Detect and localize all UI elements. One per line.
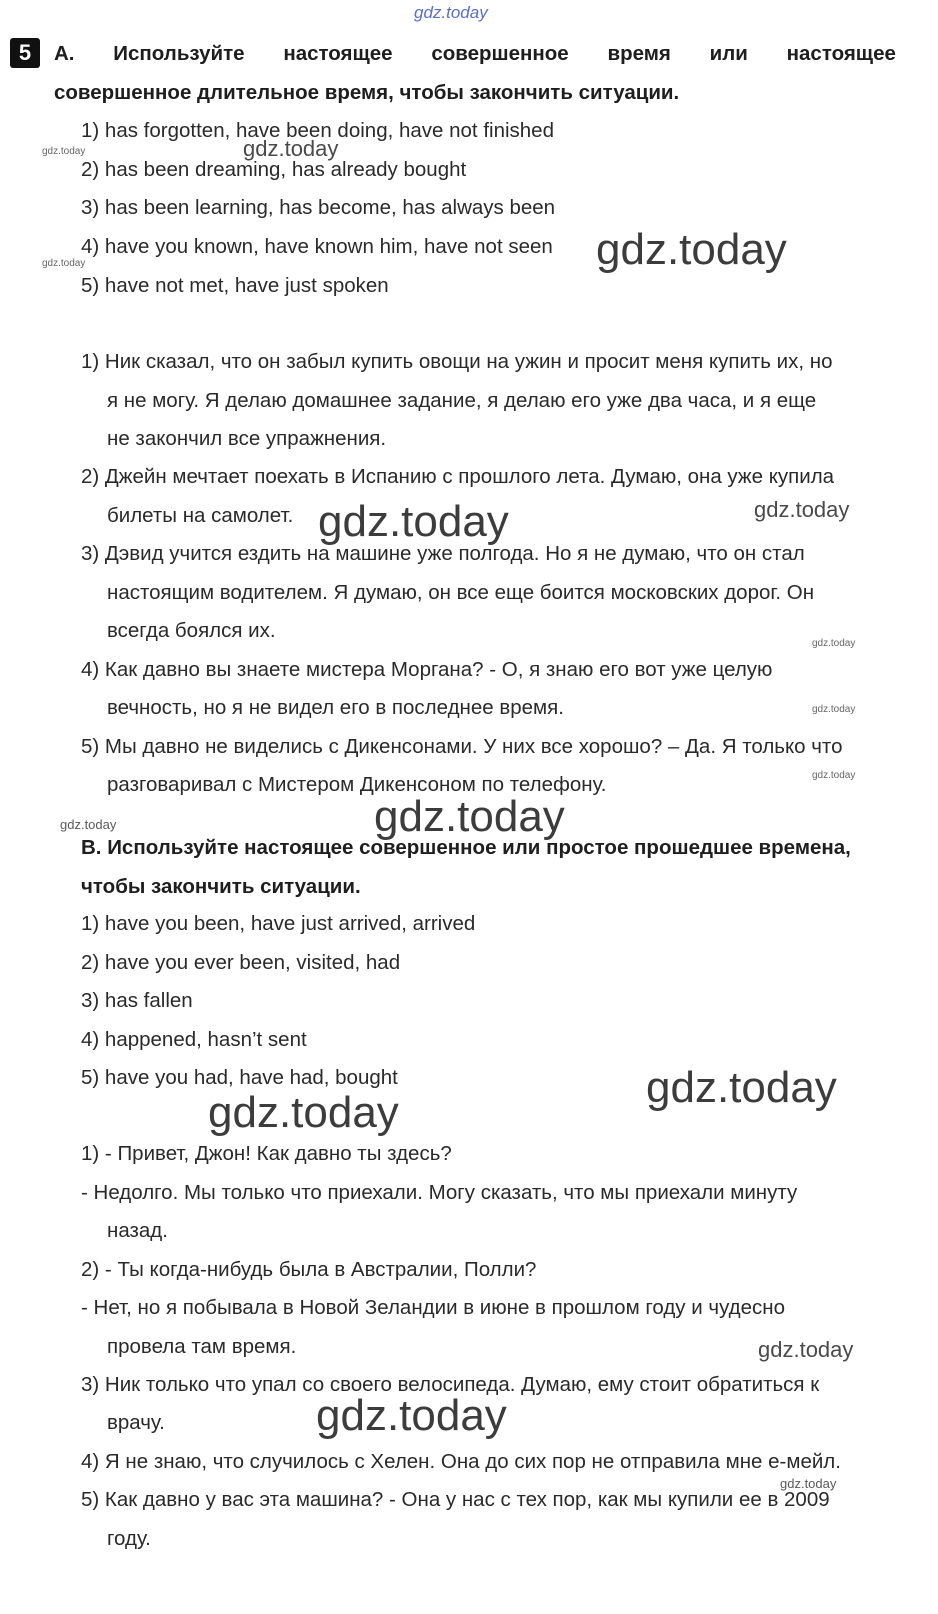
section-a-translation-line: билеты на самолет. [107,504,294,527]
section-b-translation-line: врачу. [107,1411,165,1434]
section-b-translation-line: 1) - Привет, Джон! Как давно ты здесь? [81,1142,452,1165]
section-a-translation-line: всегда боялся их. [107,619,276,642]
watermark: gdz.today [318,497,509,546]
watermark: gdz.today [812,704,856,715]
section-a-answer-4: 4) have you known, have known him, have not seen [81,235,553,258]
section-a-translation-line: настоящим водителем. Я думаю, он все еще боится московских дорог. Он [107,581,815,604]
watermark: gdz.today [780,1476,837,1491]
watermark: gdz.today [60,817,117,832]
section-b-answer-4: 4) happened, hasn’t sent [81,1028,307,1051]
watermark: gdz.today [42,146,86,157]
section-a-instruction-line2: совершенное длительное время, чтобы закончить ситуации. [54,81,680,104]
watermark: gdz.today [208,1088,399,1137]
section-a-translation-line: 3) Дэвид учится ездить на машине уже полгода. Но я не думаю, что он стал [81,542,805,565]
watermark: gdz.today [758,1337,854,1362]
watermark: gdz.today [812,770,856,781]
section-a-translation-line: 5) Мы давно не виделись с Дикенсонами. У них все хорошо? – Да. Я только что [81,735,843,758]
section-a-label: A. [54,42,75,65]
section-b-instruction-line2: чтобы закончить ситуации. [81,875,361,898]
watermark: gdz.today [243,136,339,161]
section-a-answer-3: 3) has been learning, has become, has always been [81,196,556,219]
section-b-translation-line: 2) - Ты когда-нибудь была в Австралии, Полли? [81,1258,537,1281]
section-a-translation-line: не закончил все упражнения. [107,427,387,450]
watermark: gdz.today [374,792,565,841]
section-a-translation-line: 1) Ник сказал, что он забыл купить овощи на ужин и просит меня купить их, но [81,350,833,373]
watermark-top: gdz.today [414,3,488,22]
section-b-translation-line: 5) Как давно у вас эта машина? - Она у нас с тех пор, как мы купили ее в 2009 [81,1488,830,1511]
section-b-answer-2: 2) have you ever been, visited, had [81,951,401,974]
watermark: gdz.today [646,1063,837,1112]
watermark: gdz.today [316,1391,507,1440]
section-b-answer-3: 3) has fallen [81,989,193,1012]
section-a-answer-1: 1) has forgotten, have been doing, have not finished [81,119,554,142]
watermark: gdz.today [812,638,856,649]
section-a-translation-line: 2) Джейн мечтает поехать в Испанию с прошлого лета. Думаю, она уже купила [81,465,835,488]
section-b-answer-1: 1) have you been, have just arrived, arrived [81,912,476,935]
section-a-translation-line: разговаривал с Мистером Дикенсоном по телефону. [107,773,607,796]
watermark: gdz.today [754,497,850,522]
section-a-instruction-line1: A. Используйте настоящее совершенное время или настоящее [54,42,896,65]
section-a-translation-line: я не могу. Я делаю домашнее задание, я делаю его уже два часа, и я еще [107,389,817,412]
section-b-translation-line: - Недолго. Мы только что приехали. Могу сказать, что мы приехали минуту [81,1181,798,1204]
watermark: gdz.today [596,225,787,274]
watermark: gdz.today [42,258,86,269]
section-b-answer-5: 5) have you had, have had, bought [81,1066,398,1089]
section-b-translation-line: назад. [107,1219,168,1242]
section-b-translation-line: провела там время. [107,1335,297,1358]
section-b-instruction-line1: В. Используйте настоящее совершенное или простое прошедшее времена, [81,836,851,859]
exercise-number-badge: 5 [10,38,40,68]
section-b-translation-line: - Нет, но я побывала в Новой Зеландии в июне в прошлом году и чудесно [81,1296,785,1319]
section-a-answer-2: 2) has been dreaming, has already bought [81,158,467,181]
section-b-translation-line: году. [107,1527,151,1550]
section-b-translation-line: 4) Я не знаю, что случилось с Хелен. Она до сих пор не отправила мне е-мейл. [81,1450,841,1473]
section-a-translation-line: вечность, но я не видел его в последнее время. [107,696,564,719]
section-a-translation-line: 4) Как давно вы знаете мистера Моргана? - О, я знаю его вот уже целую [81,658,773,681]
section-b-translation-line: 3) Ник только что упал со своего велосипеда. Думаю, ему стоит обратиться к [81,1373,820,1396]
section-a-answer-5: 5) have not met, have just spoken [81,274,389,297]
